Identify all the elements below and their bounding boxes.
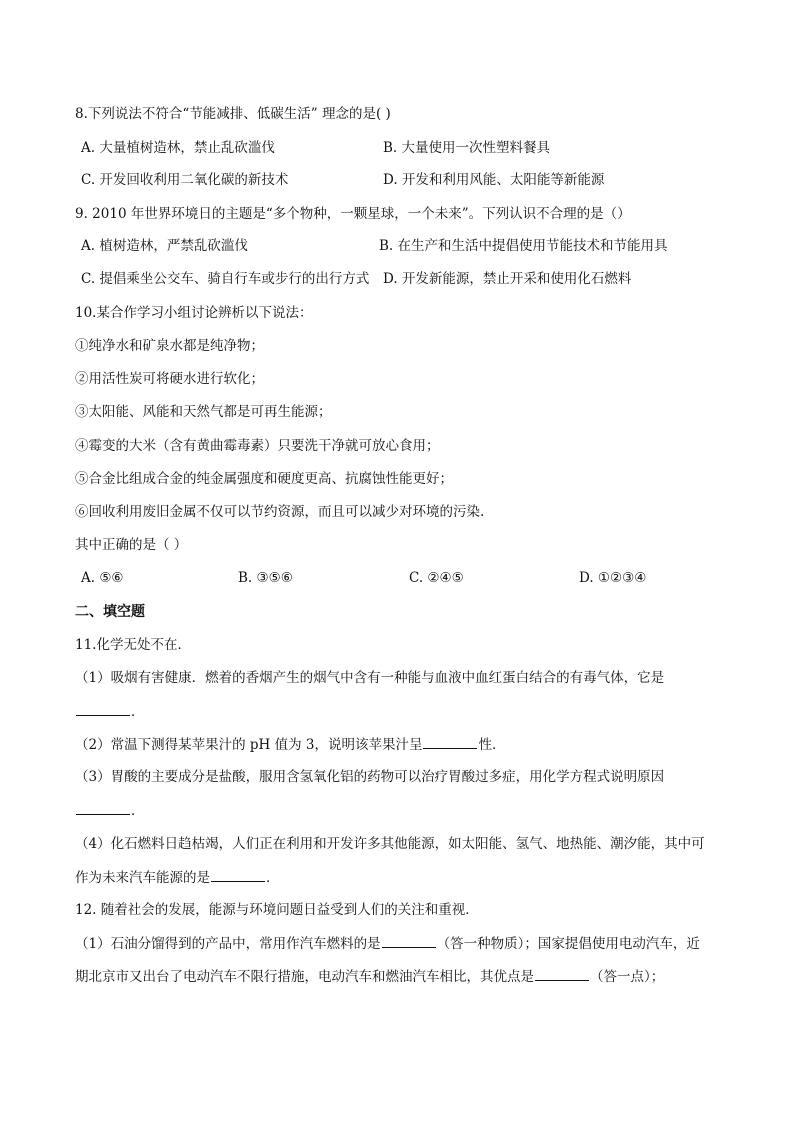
- q11-part4-line1: （4）化石燃料日趋枯竭，人们正在利用和开发许多其他能源，如太阳能、氢气、地热能、潮汐能，其中可: [75, 836, 705, 852]
- q9-option-a: A. 植树造林，严禁乱砍滥伐: [81, 238, 248, 254]
- q11-part1-answer-blank[interactable]: [76, 702, 130, 716]
- q11-part2-answer-blank[interactable]: [423, 735, 477, 749]
- q12-part1-line2-text: 期北京市又出台了电动汽车不限行措施，电动汽车和燃油汽车相比，其优点是: [75, 969, 534, 985]
- section-title-fill-in: 二、填空题: [75, 604, 145, 620]
- q11-part2: [75, 735, 505, 754]
- q12-part1-answer-blank-1[interactable]: [382, 934, 436, 948]
- q12-stem: 12. 随着社会的发展，能源与环境问题日益受到人们的关注和重视．: [75, 902, 479, 918]
- q10-statement-1: ①纯净水和矿泉水都是纯净物；: [75, 338, 264, 354]
- q11-part4-line2: [75, 868, 280, 887]
- q11-part2-end: 性．: [478, 737, 506, 753]
- q10-option-d: D. ①②③④: [579, 570, 647, 586]
- q11-part3-line2: [75, 801, 145, 820]
- q12-part1-mid: （答一种物质）；国家提倡使用电动汽车，近: [436, 936, 700, 952]
- q11-part1-line2: [75, 702, 145, 721]
- q11-part2-text: （2）常温下测得某苹果汁的 pH 值为 3，说明该苹果汁呈: [75, 737, 423, 753]
- q11-part4-answer-blank[interactable]: [211, 868, 265, 882]
- q11-part4-text: 作为未来汽车能源的是: [75, 870, 210, 886]
- q10-stem: 10.某合作学习小组讨论辨析以下说法：: [75, 305, 313, 321]
- q11-part4-end: ．: [266, 870, 280, 886]
- q9-option-b: B. 在生产和生活中提倡使用节能技术和节能用具: [379, 238, 668, 254]
- q9-option-d: D. 开发新能源，禁止开采和使用化石燃料: [383, 271, 632, 287]
- q12-part1-line1: [75, 934, 700, 953]
- q11-part3-answer-blank[interactable]: [76, 801, 130, 815]
- q11-part1-end: ．: [131, 704, 145, 720]
- q10-ask: 其中正确的是（ ）: [75, 537, 188, 553]
- q10-statement-5: ⑤合金比组成合金的纯金属强度和硬度更高、抗腐蚀性能更好；: [75, 471, 453, 487]
- q11-stem: 11.化学无处不在．: [75, 637, 191, 653]
- q12-part1-line2-end: （答一点）；: [590, 969, 665, 985]
- q10-statement-2: ②用活性炭可将硬水进行软化；: [75, 371, 264, 387]
- q10-option-b: B. ③⑤⑥: [238, 570, 293, 586]
- q11-part3-end: ．: [131, 803, 145, 819]
- q10-statement-3: ③太阳能、风能和天然气都是可再生能源；: [75, 404, 332, 420]
- q10-statement-6: ⑥回收利用废旧金属不仅可以节约资源，而且可以减少对环境的污染.: [75, 504, 485, 520]
- q10-statement-4: ④霉变的大米（含有黄曲霉毒素）只要洗干净就可放心食用；: [75, 438, 440, 454]
- q9-option-c: C. 提倡乘坐公交车、骑自行车或步行的出行方式: [81, 271, 370, 287]
- q9-stem: 9. 2010 年世界环境日的主题是“多个物种，一颗星球，一个未来”。下列认识不合理的是（）: [75, 206, 631, 222]
- q8-stem: 8.下列说法不符合“节能减排、低碳生活” 理念的是( ): [75, 106, 391, 122]
- q11-part1-line1: （1）吸烟有害健康．燃着的香烟产生的烟气中含有一种能与血液中血红蛋白结合的有毒气体，它是: [75, 670, 665, 686]
- q8-option-c: C. 开发回收利用二氧化碳的新技术: [81, 172, 289, 188]
- q12-part1-line2: [75, 967, 664, 986]
- q8-option-b: B. 大量使用一次性塑料餐具: [383, 140, 551, 156]
- q11-part3-line1: （3）胃酸的主要成分是盐酸，服用含氢氧化铝的药物可以治疗胃酸过多症，用化学方程式说明原因: [75, 769, 665, 785]
- q10-option-a: A. ⑤⑥: [81, 570, 124, 586]
- q12-part1-answer-blank-2[interactable]: [535, 967, 589, 981]
- q8-option-a: A. 大量植树造林，禁止乱砍滥伐: [81, 140, 275, 156]
- q10-option-c: C. ②④⑤: [409, 570, 464, 586]
- q8-option-d: D. 开发和利用风能、太阳能等新能源: [383, 172, 605, 188]
- q12-part1-text: （1）石油分馏得到的产品中，常用作汽车燃料的是: [75, 936, 381, 952]
